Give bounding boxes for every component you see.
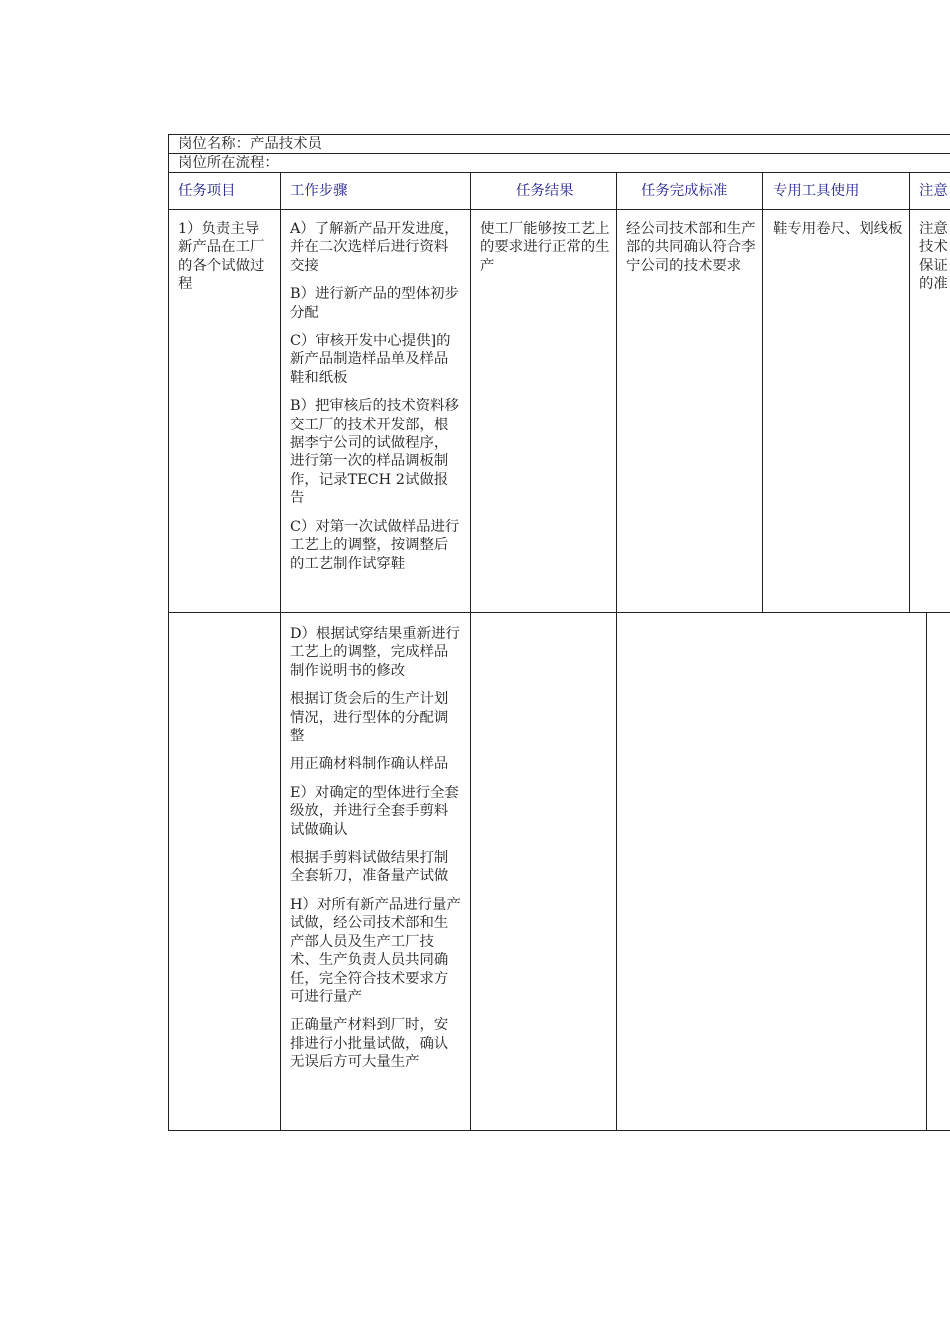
row2-steps [290,625,462,1082]
step-item: H）对所有新产品进行量产试做，经公司技术部和生产部人员及生产工厂技术、生产负责人员共同确任，完全符合技术要求方可进行量产 [290,896,461,1005]
row1-task-result: 使工厂能够按工艺上的要求进行正常的生产 [480,221,610,274]
header-task-item: 任务项目 [178,183,236,199]
row1-completion-standard: 经公司技术部和生产部的共同确认符合李宁公司的技术要求 [626,221,756,274]
header-completion-standard: 任务完成标准 [641,183,728,199]
step-item: B）把审核后的技术资料移交工厂的技术开发部，根据李宁公司的试做程序，进行第一次的样品调板制作，记录TECH 2试做报告 [290,398,459,507]
header-tools: 专用工具使用 [773,183,860,199]
post-name-label: 岗位名称：产品技术员 [178,136,322,152]
process-label: 岗位所在流程： [178,155,279,171]
step-item: D）根据试穿结果重新进行工艺上的调整，完成样品制作说明书的修改 [290,626,460,679]
step-item: 根据手剪料试做结果打制全套斩刀，准备量产试做 [290,850,449,885]
table-bottom-border [168,1130,950,1131]
column-divider [280,172,281,1131]
table-rule [168,209,950,210]
step-item: 正确量产材料到厂时，安排进行小批量试做，确认无误后方可大量生产 [290,1017,449,1071]
notes-line: 技术 [919,239,948,256]
table-left-border [168,134,169,1131]
notes-line: 保证 [919,257,948,274]
row1-task-item: 1）负责主导新产品在工厂的各个试做过程 [178,221,265,293]
column-divider [616,172,617,1131]
header-task-result: 任务结果 [516,183,574,199]
step-item: C）审核开发中心提供]的新产品制造样品单及样品鞋和纸板 [290,333,451,386]
header-notes: 注意 [919,183,948,199]
step-item: 用正确材料制作确认样品 [290,756,449,773]
header-work-steps: 工作步骤 [290,183,348,199]
step-item: 根据订货会后的生产计划情况，进行型体的分配调整 [290,691,449,745]
step-item: B）进行新产品的型体初步分配 [290,286,459,321]
step-item: E）对确定的型体进行全套级放，并进行全套手剪料试做确认 [290,784,459,838]
step-item: A）了解新产品开发进度，并在二次选样后进行资料交接 [290,221,459,274]
row1-notes [919,220,950,294]
table-rule [168,612,950,613]
row1-steps [290,220,462,583]
column-divider [762,172,763,613]
column-divider [909,172,910,613]
column-divider [470,172,471,1131]
row1-tools: 鞋专用卷尺、划线板 [773,221,903,237]
notes-line: 的准 [919,276,948,293]
notes-line: 注意 [919,221,948,237]
step-item: C）对第一次试做样品进行工艺上的调整，按调整后的工艺制作试穿鞋 [290,518,460,572]
column-divider [926,612,927,1131]
table-rule [168,172,950,173]
